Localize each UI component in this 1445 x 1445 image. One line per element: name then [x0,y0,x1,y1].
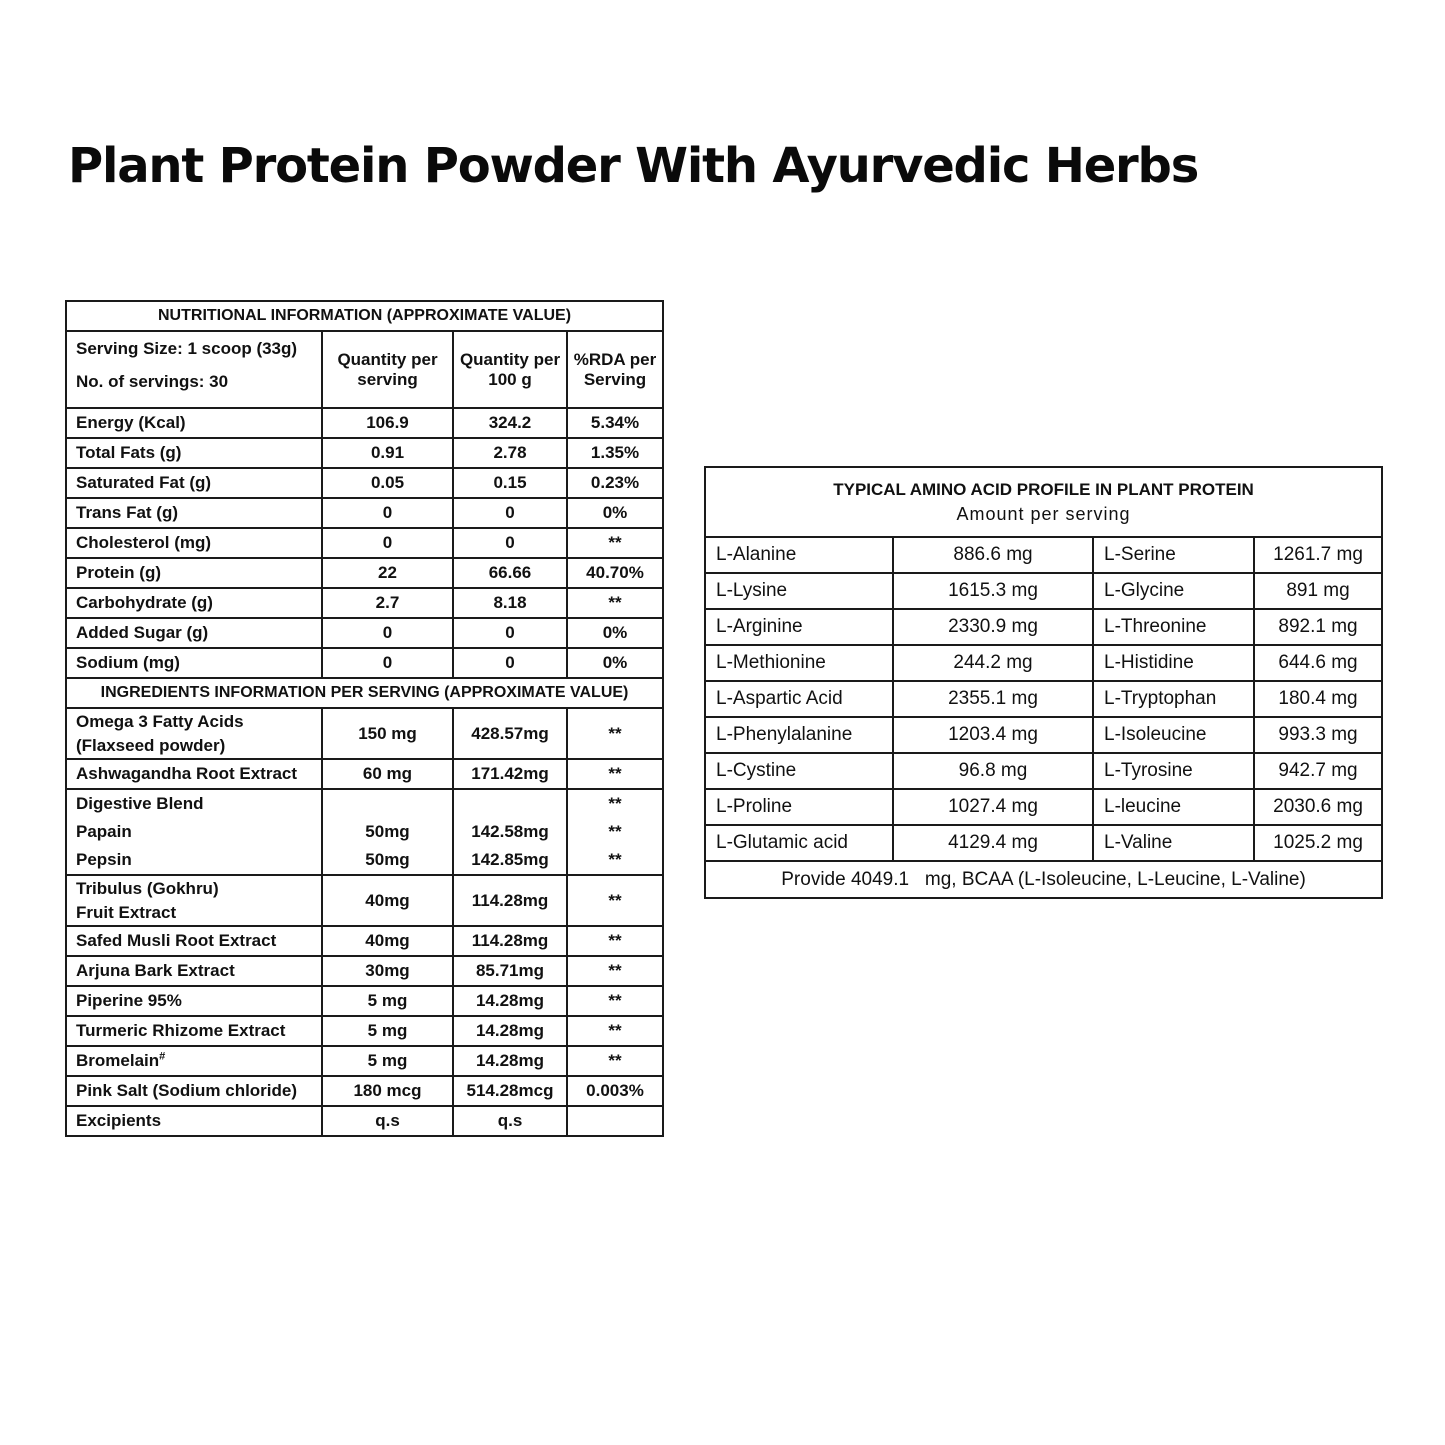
amino-header [705,467,1382,537]
pepsin-name: Pepsin [76,850,132,869]
nutrient-rda: 1.35% [567,438,663,468]
papain-name: Papain [76,822,132,841]
nutrient-name: Trans Fat (g) [66,498,322,528]
table-row [66,956,663,986]
amino-value: 96.8 mg [893,753,1093,789]
nutrient-per100: 0.15 [453,468,567,498]
nutrient-serving: 106.9 [322,408,453,438]
ingredient-rda [567,1106,663,1136]
table-row [66,1046,663,1076]
nutrient-rda: 40.70% [567,558,663,588]
nutrient-per100: 0 [453,618,567,648]
table-row [66,618,663,648]
table-row [66,986,663,1016]
nutrient-serving: 0 [322,648,453,678]
amino-value: 180.4 mg [1254,681,1382,717]
table-row [66,789,663,875]
nutrient-rda: 0.23% [567,468,663,498]
amino-value: 892.1 mg [1254,609,1382,645]
nutrient-name: Cholesterol (mg) [66,528,322,558]
amino-value: 886.6 mg [893,537,1093,573]
table-row [705,681,1382,717]
table-row [66,588,663,618]
ingredient-name: Pink Salt (Sodium chloride) [66,1076,322,1106]
digestive-blend-name: Digestive Blend [76,794,204,813]
amino-value: 1261.7 mg [1254,537,1382,573]
ingredient-per100: 14.28mg [453,986,567,1016]
table-row [66,1016,663,1046]
pepsin-per100: 142.85mg [471,850,549,869]
amino-subtitle: Amount per serving [956,504,1131,524]
amino-title: TYPICAL AMINO ACID PROFILE IN PLANT PROTEIN [833,480,1254,499]
ingredient-rda: ** [567,708,663,759]
amino-value: 942.7 mg [1254,753,1382,789]
nutrient-name: Carbohydrate (g) [66,588,322,618]
nutrient-rda: 5.34% [567,408,663,438]
amino-name: L-Valine [1093,825,1254,861]
nutrition-header: NUTRITIONAL INFORMATION (APPROXIMATE VALUE) [66,301,663,331]
table-row [66,528,663,558]
ingredient-serving: 5 mg [322,1016,453,1046]
ingredient-serving: 40mg [322,875,453,926]
ingredient-name [66,1046,322,1076]
amino-name: L-Glycine [1093,573,1254,609]
amino-value: 993.3 mg [1254,717,1382,753]
papain-rda: ** [608,822,622,841]
digestive-per100 [453,789,567,875]
omega-line1: Omega 3 Fatty Acids [76,711,244,731]
serving-info [66,331,322,408]
amino-name: L-Methionine [705,645,893,681]
ingredient-rda: ** [567,1016,663,1046]
pepsin-serving: 50mg [365,850,410,869]
col-quantity-per-serving: Quantity per serving [322,331,453,408]
nutrient-name: Saturated Fat (g) [66,468,322,498]
ingredient-serving: 40mg [322,926,453,956]
nutrient-name: Energy (Kcal) [66,408,322,438]
ingredient-name: Excipients [66,1106,322,1136]
nutrient-name: Total Fats (g) [66,438,322,468]
table-row [705,573,1382,609]
digestive-blend [66,789,322,875]
nutrient-serving: 0 [322,498,453,528]
amino-value: 1027.4 mg [893,789,1093,825]
amino-value: 2330.9 mg [893,609,1093,645]
ingredient-per100: 171.42mg [453,759,567,789]
table-row [66,498,663,528]
ingredient-rda: ** [567,759,663,789]
table-row [66,708,663,759]
amino-value: 1203.4 mg [893,717,1093,753]
nutrient-per100: 324.2 [453,408,567,438]
ingredient-per100: 85.71mg [453,956,567,986]
ingredients-header: INGREDIENTS INFORMATION PER SERVING (APPROXIMATE VALUE) [66,678,663,708]
nutrient-per100: 0 [453,648,567,678]
nutrition-table [65,300,664,1137]
nutrient-rda: 0% [567,498,663,528]
col-quantity-per-100g: Quantity per 100 g [453,331,567,408]
nutrient-serving: 22 [322,558,453,588]
amino-name: L-Threonine [1093,609,1254,645]
table-row [705,537,1382,573]
ingredient-serving: q.s [322,1106,453,1136]
nutrient-rda: ** [567,528,663,558]
amino-name: L-Cystine [705,753,893,789]
digestive-blank [458,790,562,818]
tribulus-line1: Tribulus (Gokhru) [76,878,219,898]
nutrient-name: Sodium (mg) [66,648,322,678]
amino-value: 1025.2 mg [1254,825,1382,861]
amino-name: L-Histidine [1093,645,1254,681]
serving-size: Serving Size: 1 scoop (33g) [76,339,298,358]
ingredient-name [66,875,322,926]
table-row [66,408,663,438]
bcaa-footer: Provide 4049.1 mg, BCAA (L-Isoleucine, L-Leucine, L-Valine) [705,861,1382,898]
amino-value: 2030.6 mg [1254,789,1382,825]
papain-per100: 142.58mg [471,822,549,841]
table-row [66,875,663,926]
nutrient-rda: ** [567,588,663,618]
table-row [66,558,663,588]
ingredient-rda: ** [567,1046,663,1076]
ingredient-serving: 5 mg [322,1046,453,1076]
digestive-blank [327,790,448,818]
bromelain-mark: # [159,1050,166,1063]
nutrient-per100: 0 [453,498,567,528]
pepsin-rda: ** [608,850,622,869]
ingredient-serving: 150 mg [322,708,453,759]
nutrient-per100: 66.66 [453,558,567,588]
ingredient-name [66,708,322,759]
ingredient-name: Safed Musli Root Extract [66,926,322,956]
table-row [705,825,1382,861]
omega-line2: (Flaxseed powder) [76,735,226,755]
nutrient-serving: 2.7 [322,588,453,618]
amino-name: L-Serine [1093,537,1254,573]
ingredient-rda: ** [567,956,663,986]
nutrient-serving: 0 [322,528,453,558]
table-row [705,609,1382,645]
ingredient-per100: 114.28mg [453,926,567,956]
table-row [705,717,1382,753]
ingredient-per100: 14.28mg [453,1016,567,1046]
digestive-serving [322,789,453,875]
amino-value: 4129.4 mg [893,825,1093,861]
amino-value: 2355.1 mg [893,681,1093,717]
table-row [66,468,663,498]
amino-name: L-Proline [705,789,893,825]
table-row [705,753,1382,789]
table-row [66,648,663,678]
table-row [705,645,1382,681]
table-row [66,926,663,956]
page-title: Plant Protein Powder With Ayurvedic Herbs [68,138,1199,194]
table-row [66,1106,663,1136]
digestive-rda [567,789,663,875]
ingredient-serving: 30mg [322,956,453,986]
ingredient-per100: 428.57mg [453,708,567,759]
nutrient-per100: 2.78 [453,438,567,468]
amino-name: L-Lysine [705,573,893,609]
ingredient-per100: 114.28mg [453,875,567,926]
amino-name: L-Tryptophan [1093,681,1254,717]
ingredient-rda: 0.003% [567,1076,663,1106]
amino-name: L-leucine [1093,789,1254,825]
table-row [66,759,663,789]
amino-name: L-Glutamic acid [705,825,893,861]
tribulus-line2: Fruit Extract [76,902,177,922]
amino-name: L-Aspartic Acid [705,681,893,717]
ingredient-per100: 14.28mg [453,1046,567,1076]
amino-name: L-Alanine [705,537,893,573]
ingredient-rda: ** [567,986,663,1016]
amino-acid-table [704,466,1383,899]
ingredient-name: Piperine 95% [66,986,322,1016]
amino-name: L-Isoleucine [1093,717,1254,753]
amino-value: 1615.3 mg [893,573,1093,609]
ingredient-rda: ** [567,875,663,926]
ingredient-rda: ** [567,926,663,956]
number-of-servings: No. of servings: 30 [76,372,229,391]
nutrient-serving: 0.91 [322,438,453,468]
table-row [705,789,1382,825]
ingredient-name: Arjuna Bark Extract [66,956,322,986]
amino-value: 244.2 mg [893,645,1093,681]
bromelain-name: Bromelain [76,1051,160,1070]
amino-name: L-Phenylalanine [705,717,893,753]
nutrient-rda: 0% [567,648,663,678]
ingredient-name: Turmeric Rhizome Extract [66,1016,322,1046]
nutrient-serving: 0 [322,618,453,648]
nutrient-rda: 0% [567,618,663,648]
digestive-rda-value: ** [608,794,622,813]
nutrient-name: Added Sugar (g) [66,618,322,648]
amino-name: L-Tyrosine [1093,753,1254,789]
ingredient-name: Ashwagandha Root Extract [66,759,322,789]
papain-serving: 50mg [365,822,410,841]
ingredient-per100: q.s [453,1106,567,1136]
table-row [66,438,663,468]
table-row [66,1076,663,1106]
ingredient-serving: 180 mcg [322,1076,453,1106]
amino-value: 644.6 mg [1254,645,1382,681]
col-rda-per-serving: %RDA per Serving [567,331,663,408]
ingredient-serving: 5 mg [322,986,453,1016]
amino-name: L-Arginine [705,609,893,645]
ingredient-serving: 60 mg [322,759,453,789]
nutrient-serving: 0.05 [322,468,453,498]
nutrient-per100: 8.18 [453,588,567,618]
nutrient-name: Protein (g) [66,558,322,588]
amino-value: 891 mg [1254,573,1382,609]
ingredient-per100: 514.28mcg [453,1076,567,1106]
nutrient-per100: 0 [453,528,567,558]
